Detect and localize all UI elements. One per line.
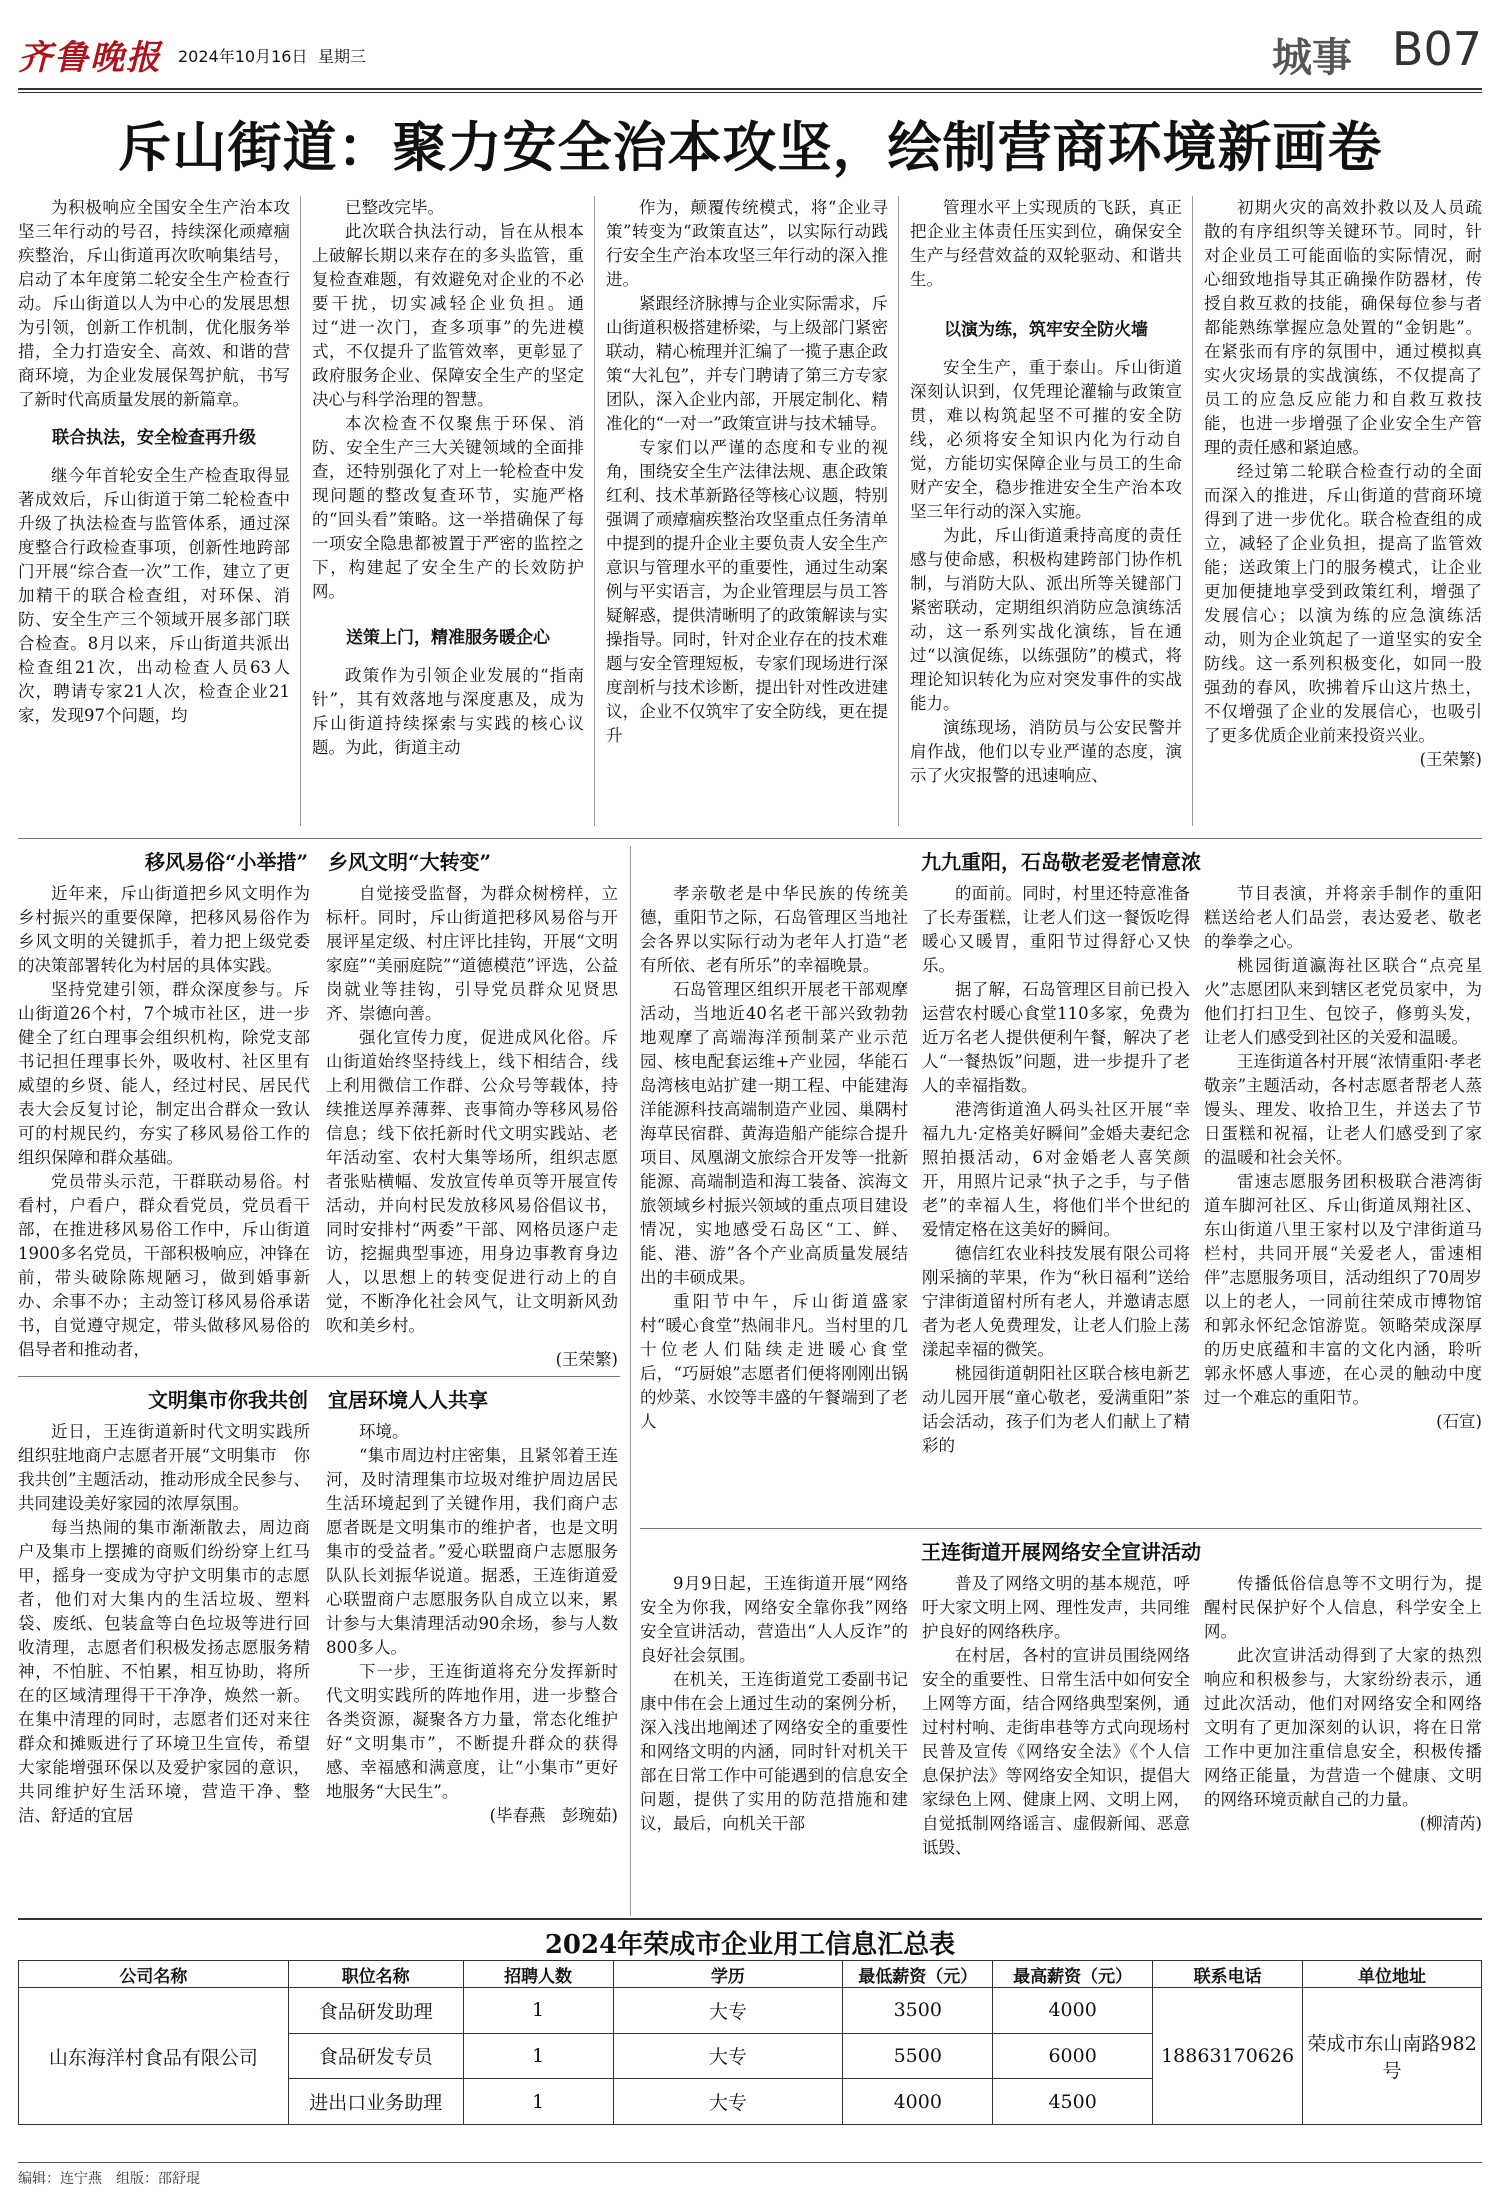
paragraph: 本次检查不仅聚焦于环保、消防、安全生产三大关键领域的全面排查，还特别强化了对上一轮检查中发现问题的整改复查环节，实施严格的“回头看”策略。这一举措确保了每一项安全隐患都被置于严密的监控之下，构建起了安全生产的长效防护网。 <box>312 414 584 601</box>
lead-column-2 <box>312 196 584 831</box>
table-header: 职位名称 <box>288 1961 463 1988</box>
lead-subhead-3: 以演为练，筑牢安全防火墙 <box>944 320 1148 340</box>
article-5-column-2 <box>922 1572 1190 1916</box>
paragraph: 党员带头示范，干群联动易俗。村看村，户看户，群众看党员，党员看干部，在推进移风易俗工作中，斥山街道1900多名党员，干部积极响应，冲锋在前，带头破除陈规陋习，做到婚事新办、余事不办；主动签订移风易俗承诺书，自觉遵守规定，带头做移风易俗的倡导者和推动者， <box>18 1172 310 1359</box>
lead-column-5 <box>1204 196 1482 831</box>
position-cell: 进出口业务助理 <box>288 2079 463 2125</box>
column-divider <box>300 196 301 826</box>
section-name: 城事 <box>1272 35 1352 81</box>
address-cell: 荣成市东山南路982号 <box>1303 1988 1482 2125</box>
article-4-column-2 <box>922 882 1190 1522</box>
jobs-table <box>18 1960 1482 2125</box>
table-header: 学历 <box>613 1961 843 1988</box>
paragraph: 强化宣传力度，促进成风化俗。斥山街道始终坚持线上，线下相结合，线上利用微信工作群、公众号等载体，持续推送厚养薄葬、丧事简办等移风易俗信息；线下依托新时代文明实践站、老年活动室、农村大集等场所，组织志愿者张贴横幅、发放宣传单页等开展宣传活动，并向村民发放移风易俗倡议书，同时安排村“两委”干部、网格员逐户走访，挖掘典型事迹，用身边事教育身边人，以思想上的转变促进行动上的自觉，不断净化社会风气，让文明新风劲吹和美乡村。 <box>326 1028 618 1335</box>
article-4-column-3 <box>1204 882 1482 1522</box>
paragraph: 石岛管理区组织开展老干部观摩活动，当地近40名老干部兴致勃勃地观摩了高端海洋预制菜产业示范园、核电配套运维+产业园，华能石岛湾核电站扩建一期工程、中能建海洋能源科技高端制造产业园、巢隅村海草民宿群、黄海造船产能综合提升项目、凤凰湖文旅综合开发等一批新能源、高端制造和海工装备、滨海文旅领域乡村振兴领域的重点项目建设情况，实地感受石岛区“工、鲜、能、港、游”各个产业高质量发展结出的丰硕成果。 <box>640 980 908 1287</box>
table-header: 最高薪资（元） <box>993 1961 1153 1988</box>
jobs-table-title: 2024年荣成市企业用工信息汇总表 <box>544 1930 956 1960</box>
min-salary-cell: 3500 <box>843 1988 993 2034</box>
paragraph: 为此，斥山街道秉持高度的责任感与使命感，积极构建跨部门协作机制，与消防大队、派出所等关键部门紧密联动，定期组织消防应急演练活动，这一系列实战化演练，旨在通过“以演促练，以练强防”的模式，将理论知识转化为应对突发事件的实战能力。 <box>910 526 1182 713</box>
max-salary-cell: 4500 <box>993 2079 1153 2125</box>
education-cell: 大专 <box>613 2033 843 2079</box>
min-salary-cell: 4000 <box>843 2079 993 2125</box>
column-divider <box>630 846 631 1916</box>
paragraph: 安全生产，重于泰山。斥山街道深刻认识到，仅凭理论灌输与政策宣贯，难以构筑起坚不可摧的安全防线，必须将安全知识内化为行动自觉，方能切实保障企业与员工的生命财产安全，稳步推进安全生产治本攻坚三年行动的深入实施。 <box>910 358 1182 521</box>
column-divider <box>898 196 899 826</box>
paragraph: 演练现场，消防员与公安民警并肩作战，他们以专业严谨的态度，演示了火灾报警的迅速响应、 <box>910 718 1182 785</box>
article-2-col2-paras <box>326 882 618 1338</box>
paragraph: 紧跟经济脉搏与企业实际需求，斥山街道积极搭建桥梁，与上级部门紧密联动，精心梳理并汇编了一揽子惠企政策“大礼包”，并专门聘请了第三方专家团队，深入企业内部，开展定制化、精准化的“一对一”政策宣讲与技术辅导。 <box>606 294 888 433</box>
article-4-col3-paras <box>1204 882 1482 1410</box>
table-row <box>19 1988 1482 2034</box>
article-5-column-3 <box>1204 1572 1482 1916</box>
max-salary-cell: 6000 <box>993 2033 1153 2079</box>
paragraph: 已整改完毕。 <box>345 198 444 217</box>
article-3-col1-paras <box>18 1420 310 1828</box>
article-2-headline: 移风易俗“小举措” 乡风文明“大转变” <box>144 850 491 874</box>
table-header: 联系电话 <box>1153 1961 1303 1988</box>
paragraph: 管理水平上实现质的飞跃，真正把企业主体责任压实到位，确保安全生产与经营效益的双轮驱动、和谐共生。 <box>910 198 1182 289</box>
lead-col5-paras <box>1204 196 1482 748</box>
company-name-cell: 山东海洋村食品有限公司 <box>19 1988 289 2125</box>
paragraph: 作为，颠覆传统模式，将“企业寻策”转变为“政策直达”，以实际行动践行安全生产治本攻坚三年行动的深入推进。 <box>606 198 888 289</box>
lead-column-1 <box>18 196 290 831</box>
newspaper-logo: 齐鲁晚报 <box>18 38 162 78</box>
article-2-col1-paras <box>18 882 310 1362</box>
article-2-column-1 <box>18 882 310 1370</box>
paragraph: 9月9日起，王连街道开展“网络安全为你我，网络安全靠你我”网络安全宣讲活动，营造出“人人反诈”的良好社会氛围。 <box>640 1574 908 1665</box>
paragraph: 桃园街道朝阳社区联合核电新艺动儿园开展“童心敬老，爱满重阳”茶话会活动，孩子们为老人们献上了精彩的 <box>922 1364 1190 1455</box>
lead-subhead-1: 联合执法，安全检查再升级 <box>52 428 256 448</box>
paragraph: 德信红农业科技发展有限公司将刚采摘的苹果，作为“秋日福利”送给宁津街道留村所有老人，并邀请志愿者为老人免费理发，让老人们脸上荡漾起幸福的微笑。 <box>922 1244 1190 1359</box>
article-3-col2-paras <box>326 1420 618 1804</box>
paragraph: 在机关，王连街道党工委副书记康中伟在会上通过生动的案例分析，深入浅出地阐述了网络安全的重要性和网络文明的内涵，同时针对机关干部在日常工作中可能遇到的信息安全问题，提供了实用的防范措施和建议，最后，向机关干部 <box>640 1670 908 1833</box>
paragraph: 自觉接受监督，为群众树榜样，立标杆。同时，斥山街道把移风易俗与开展评星定级、村庄评比挂钩，开展“文明家庭”“美丽庭院”“道德模范”评选，公益岗就业等挂钩，引导党员群众见贤思齐、崇德向善。 <box>326 884 618 1023</box>
lead-byline: (王荣繁) <box>1419 750 1482 769</box>
lead-col4-paras <box>910 196 1182 292</box>
paragraph: 节目表演，并将亲手制作的重阳糕送给老人们品尝，表达爱老、敬老的拳拳之心。 <box>1204 884 1482 951</box>
article-5-col3-paras <box>1204 1572 1482 1812</box>
paragraph: 据了解，石岛管理区目前已投入运营农村暖心食堂110多家，免费为近万名老人提供便利午餐，解决了老人“一餐热饭”问题，进一步提升了老人的幸福指数。 <box>922 980 1190 1095</box>
article-3-byline: (毕春燕 彭琬茹) <box>489 1806 618 1825</box>
paragraph: 王连街道各村开展“浓情重阳·孝老敬亲”主题活动，各村志愿者帮老人蒸馒头、理发、收拾卫生，并送去了节日蛋糕和祝福，让老人们感受到了家的温暖和社会关怀。 <box>1204 1052 1482 1167</box>
table-header: 招聘人数 <box>463 1961 613 1988</box>
table-header: 最低薪资（元） <box>843 1961 993 1988</box>
lead-headline: 斥山街道：聚力安全治本攻坚，绘制营商环境新画卷 <box>117 115 1383 179</box>
masthead <box>18 22 1482 82</box>
paragraph: 此次联合执法行动，旨在从根本上破解长期以来存在的多头监管，重复检查难题，有效避免对企业的不必要干扰，切实减轻企业负担。通过“进一次门，查多项事”的先进模式，不仅提升了监管效率，更彰显了政府服务企业、保障安全生产的坚定决心与科学治理的智慧。 <box>312 222 584 409</box>
max-salary-cell: 4000 <box>993 1988 1153 2034</box>
education-cell: 大专 <box>613 1988 843 2034</box>
lead-col3-paras <box>606 196 888 748</box>
phone-cell: 18863170626 <box>1153 1988 1303 2125</box>
paragraph: 下一步，王连街道将充分发挥新时代文明实践所的阵地作用，进一步整合各类资源，凝聚各方力量，常态化维护好“文明集市”，不断提升群众的获得感、幸福感和满意度，让“小集市”更好地服务“大民生”。 <box>326 1662 618 1801</box>
lead-col2b-paras <box>312 664 584 760</box>
paragraph: 孝亲敬老是中华民族的传统美德，重阳节之际，石岛管理区当地社会各界以实际行动为老年人打造“老有所依、老有所乐”的幸福晚景。 <box>640 884 908 975</box>
paragraph: 普及了网络文明的基本规范，呼吁大家文明上网、理性发声，共同维护良好的网络秩序。 <box>922 1574 1190 1641</box>
article-4-column-1 <box>640 882 908 1522</box>
article-4-col2-paras <box>922 882 1190 1458</box>
article-4-headline: 九九重阳，石岛敬老爱老情意浓 <box>921 850 1201 874</box>
paragraph: 雷速志愿服务团积极联合港湾街道车脚河社区、斥山街道凤翔社区、东山街道八里王家村以及宁津街道马栏村，共同开展“关爱老人，雷速相伴”志愿服务项目，活动组织了70周岁以上的老人，一同前往荣成市博物馆和郭永怀纪念馆游览。领略荣成深厚的历史底蕴和丰富的文化内涵，聆听郭永怀感人事迹，在心灵的触动中度过一个难忘的重阳节。 <box>1204 1172 1482 1407</box>
masthead-rule <box>18 88 1482 90</box>
lead-col1b-paras <box>18 464 290 728</box>
article-3-column-1 <box>18 1420 310 1916</box>
count-cell: 1 <box>463 2079 613 2125</box>
section-divider <box>640 1528 1482 1529</box>
paragraph: 继今年首轮安全生产检查取得显著成效后，斥山街道于第二轮检查中升级了执法检查与监管体系，通过深度整合行政检查事项，创新性地跨部门开展“综合查一次”工作，建立了更加精干的联合检查组，对环保、消防、安全生产三个领域开展多部门联合检查。8月以来，斥山街道共派出检查组21次，出动检查人员63人次，聘请专家21人次，检查企业21家，发现97个问题，均 <box>18 466 290 725</box>
paragraph: 坚持党建引领，群众深度参与。斥山街道26个村，7个城市社区，进一步健全了红白理事会组织机构，除党支部书记担任理事长外，吸收村、社区里有威望的乡贤、能人，经过村民、居民代表大会反复讨论，制定出合群众一致认可的村规民约，夯实了移风易俗工作的组织保障和群众基础。 <box>18 980 310 1167</box>
article-5-col2-paras <box>922 1572 1190 1860</box>
paragraph: 重阳节中午，斥山街道盛家村“暖心食堂”热闹非凡。当村里的几十位老人们陆续走进暖心食堂后，“巧厨娘”志愿者们便将刚刚出锅的炒菜、水饺等丰盛的午餐端到了老人 <box>640 1292 908 1431</box>
lead-col1-paras <box>18 196 290 412</box>
paragraph: 政策作为引领企业发展的“指南针”，其有效落地与深度惠及，成为斥山街道持续探索与实践的核心议题。为此，街道主动 <box>312 666 584 757</box>
article-4-byline: (石宣) <box>1436 1412 1482 1431</box>
paragraph: 每当热闹的集市渐渐散去，周边商户及集市上摆摊的商贩们纷纷穿上红马甲，摇身一变成为守护文明集市的志愿者，他们对大集内的生活垃圾、塑料袋、废纸、包装盒等白色垃圾等进行回收清理，志愿者们积极发扬志愿服务精神，不怕脏、不怕累，相互协助，将所在的区域清理得干干净净，焕然一新。在集中清理的同时，志愿者们还对来往群众和摊贩进行了环境卫生宣传，希望大家能增强环保以及爱护家园的意识，共同维护好生活环境，营造干净、整洁、舒适的宜居 <box>18 1518 310 1825</box>
article-2-byline: (王荣繁) <box>555 1350 618 1369</box>
paragraph: 传播低俗信息等不文明行为，提醒村民保护好个人信息，科学安全上网。 <box>1204 1574 1482 1641</box>
article-3-column-2 <box>326 1420 618 1916</box>
masthead-rule-thin <box>18 92 1482 93</box>
count-cell: 1 <box>463 1988 613 2034</box>
article-5-column-1 <box>640 1572 908 1916</box>
paragraph: 近年来，斥山街道把乡风文明作为乡村振兴的重要保障，把移风易俗作为乡风文明的关键抓手，着力把上级党委的决策部署转化为村居的具体实践。 <box>18 884 310 975</box>
paragraph: 此次宣讲活动得到了大家的热烈响应和积极参与，大家纷纷表示，通过此次活动，他们对网络安全和网络文明有了更加深刻的认识，将在日常工作中更加注重信息安全，积极传播网络正能量，为营造一个健康、文明的网络环境贡献自己的力量。 <box>1204 1646 1482 1809</box>
lead-column-4 <box>910 196 1182 831</box>
lead-column-3 <box>606 196 888 831</box>
paragraph: 在村居，各村的宣讲员围绕网络安全的重要性、日常生活中如何安全上网等方面，结合网络典型案例，通过村村响、走街串巷等方式向现场村民普及宣传《网络安全法》《个人信息保护法》等网络安全知识，提倡大家绿色上网、健康上网、文明上网，自觉抵制网络谣言、虚假新闻、恶意诋毁、 <box>922 1646 1190 1857</box>
paragraph: “集市周边村庄密集，且紧邻着王连河，及时清理集市垃圾对维护周边居民生活环境起到了关键作用，我们商户志愿者既是文明集市的维护者，也是文明集市的受益者。”爱心联盟商户志愿服务队队长刘振华说道。据悉，王连街道爱心联盟商户志愿服务队自成立以来，累计参与大集清理活动90余场，参与人数800多人。 <box>326 1446 618 1657</box>
paragraph: 专家们以严谨的态度和专业的视角，围绕安全生产法律法规、惠企政策红利、技术革新路径等核心议题，特别强调了顽瘴痼疾整治攻坚重点任务清单中提到的提升企业主要负责人安全生产意识与管理水平的重要性，通过生动案例与平实语言，为企业管理层与员工答疑解惑，提供清晰明了的政策解读与实操指导。同时，针对企业存在的技术难题与安全管理短板，专家们现场进行深度剖析与技术诊断，提出针对性改进建议，企业不仅筑牢了安全防线，更在提升 <box>606 438 888 745</box>
table-header: 公司名称 <box>19 1961 289 1988</box>
position-cell: 食品研发专员 <box>288 2033 463 2079</box>
paragraph: 桃园街道瀛海社区联合“点亮星火”志愿团队来到辖区老党员家中，为他们打扫卫生、包饺子，修剪头发，让老人们感受到社区的关爱和温暖。 <box>1204 956 1482 1047</box>
column-divider <box>594 196 595 826</box>
jobs-table-header-row <box>19 1961 1482 1988</box>
article-4-col1-paras <box>640 882 908 1434</box>
lead-col2-paras <box>312 196 584 604</box>
section-divider <box>18 1376 620 1377</box>
min-salary-cell: 5500 <box>843 2033 993 2079</box>
count-cell: 1 <box>463 2033 613 2079</box>
table-header: 单位地址 <box>1303 1961 1482 1988</box>
article-5-headline: 王连街道开展网络安全宣讲活动 <box>921 1540 1201 1564</box>
paragraph: 环境。 <box>359 1422 409 1441</box>
footer-rule <box>18 2162 1482 2163</box>
article-5-col1-paras <box>640 1572 908 1836</box>
paragraph: 初期火灾的高效扑救以及人员疏散的有序组织等关键环节。同时，针对企业员工可能面临的实际情况，耐心细致地指导其正确操作防器材，传授自救互救的技能，确保每位参与者都能熟练掌握应急处置的“金钥匙”。在紧张而有序的氛围中，通过模拟真实火灾场景的实战演练，不仅提高了员工的应急反应能力和自救互救技能，也进一步增强了企业安全生产管理的责任感和紧迫感。 <box>1204 198 1482 457</box>
lead-col4b-paras <box>910 356 1182 788</box>
section-divider <box>18 838 1482 839</box>
article-3-headline: 文明集市你我共创 宜居环境人人共享 <box>148 1388 488 1412</box>
article-2-column-2 <box>326 882 618 1370</box>
paragraph: 近日，王连街道新时代文明实践所组织驻地商户志愿者开展“文明集市 你我共创”主题活动，推动形成全民参与、共同建设美好家园的浓厚氛围。 <box>18 1422 310 1513</box>
issue-date: 2024年10月16日 <box>178 47 308 66</box>
paragraph: 港湾街道渔人码头社区开展“幸福九九·定格美好瞬间”金婚夫妻纪念照拍摄活动，6对金婚老人喜笑颜开，用照片记录“执子之手，与子偕老”的幸福人生，将他们半个世纪的爱情定格在这美好的瞬间。 <box>922 1100 1190 1239</box>
education-cell: 大专 <box>613 2079 843 2125</box>
issue-weekday: 星期三 <box>318 47 367 66</box>
position-cell: 食品研发助理 <box>288 1988 463 2034</box>
table-top-rule <box>18 1918 1482 1920</box>
page-number: B07 <box>1391 22 1482 76</box>
editor-credits: 编辑：连宁燕 组版：邵舒琨 <box>18 2171 200 2187</box>
paragraph: 经过第二轮联合检查行动的全面而深入的推进，斥山街道的营商环境得到了进一步优化。联合检查组的成立，减轻了企业负担，提高了监管效能；送政策上门的服务模式，让企业更加便捷地享受到政策红利，增强了发展信心；以演为练的应急演练活动，则为企业筑起了一道坚实的安全防线。这一系列积极变化，如同一股强劲的春风，吹拂着斥山这片热土，不仅增强了企业的发展信心，也吸引了更多优质企业前来投资兴业。 <box>1204 462 1482 745</box>
paragraph: 的面前。同时，村里还特意准备了长寿蛋糕，让老人们这一餐饭吃得暖心又暖胃，重阳节过得舒心又快乐。 <box>922 884 1190 975</box>
column-divider <box>1192 196 1193 826</box>
paragraph: 为积极响应全国安全生产治本攻坚三年行动的号召，持续深化顽瘴痼疾整治，斥山街道再次吹响集结号，启动了本年度第二轮安全生产检查行动。斥山街道以人为中心的发展思想为引领，创新工作机制，优化服务举措，全力打造安全、高效、和谐的营商环境，为企业发展保驾护航，书写了新时代高质量发展的新篇章。 <box>18 198 290 409</box>
lead-subhead-2: 送策上门，精准服务暖企心 <box>346 628 550 648</box>
article-5-byline: (柳清芮) <box>1419 1814 1482 1833</box>
